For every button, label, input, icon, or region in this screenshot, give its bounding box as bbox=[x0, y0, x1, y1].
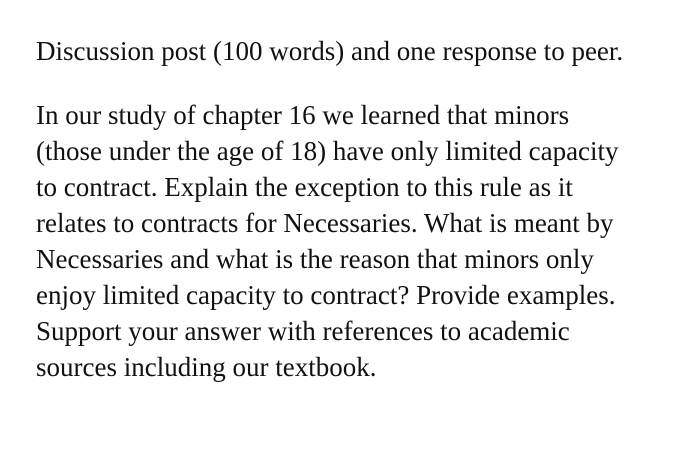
paragraph-line: sources including our textbook. bbox=[36, 352, 377, 382]
heading-text: Discussion post (100 words) and one response to peer. bbox=[36, 36, 624, 66]
paragraph-line: enjoy limited capacity to contract? Provide examples. bbox=[36, 280, 616, 310]
paragraph-line: relates to contracts for Necessaries. What is meant by bbox=[36, 208, 614, 238]
paragraph-line: to contract. Explain the exception to this rule as it bbox=[36, 172, 573, 202]
paragraph-line: (those under the age of 18) have only limited capacity bbox=[36, 136, 619, 166]
paragraph-line: In our study of chapter 16 we learned that minors bbox=[36, 100, 570, 130]
paragraph-line: Necessaries and what is the reason that minors only bbox=[36, 244, 594, 274]
paragraph-line: Support your answer with references to academic bbox=[36, 316, 570, 346]
